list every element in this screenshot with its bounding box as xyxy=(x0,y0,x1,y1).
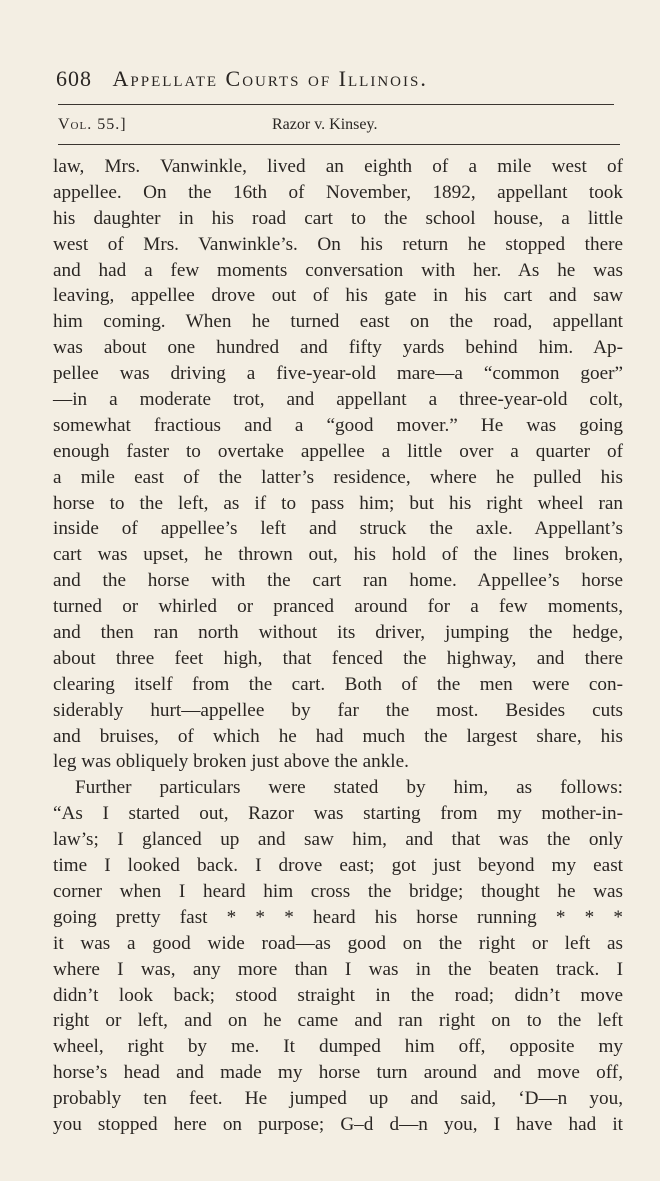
text-line: clearing itself from the cart. Both of the men were con- xyxy=(53,673,623,695)
text-line: and then ran north without its driver, jumping the hedge, xyxy=(53,622,623,644)
text-line: west of Mrs. Vanwinkle’s. On his return he stopped there xyxy=(53,233,623,255)
text-line: somewhat fractious and a “good mover.” He was going xyxy=(53,414,623,436)
volume-label: Vol. 55.] xyxy=(58,116,127,133)
text-line: siderably hurt—appellee by far the most. Besides cuts xyxy=(53,699,623,721)
text-line: was about one hundred and fifty yards behind him. Ap- xyxy=(53,337,623,359)
text-line: “As I started out, Razor was starting from my mother-in- xyxy=(53,803,623,825)
text-line: inside of appellee’s left and struck the axle. Appellant’s xyxy=(53,518,623,540)
header-rule xyxy=(58,104,614,105)
text-line: going pretty fast * * * heard his horse running * * * xyxy=(53,906,623,928)
body-text xyxy=(53,154,623,1138)
text-line: probably ten feet. He jumped up and said, ‘D—n you, xyxy=(53,1088,623,1110)
text-line: corner when I heard him cross the bridge; thought he was xyxy=(53,880,623,902)
text-line: and bruises, of which he had much the largest share, his xyxy=(53,725,623,747)
text-line: turned or whirled or pranced around for a few moments, xyxy=(53,596,623,618)
text-line: leaving, appellee drove out of his gate in his cart and saw xyxy=(53,285,623,307)
text-line: enough faster to overtake appellee a little over a quarter of xyxy=(53,440,623,462)
text-line: leg was obliquely broken just above the ankle. xyxy=(53,751,409,773)
text-line: Further particulars were stated by him, as follows: xyxy=(75,777,623,799)
text-line: wheel, right by me. It dumped him off, opposite my xyxy=(53,1036,623,1058)
running-head xyxy=(56,66,616,92)
text-line: appellee. On the 16th of November, 1892, appellant took xyxy=(53,181,623,203)
text-line: —in a moderate trot, and appellant a three-year-old colt, xyxy=(53,389,623,411)
text-line: and the horse with the cart ran home. Appellee’s horse xyxy=(53,570,623,592)
text-line: his daughter in his road cart to the school house, a little xyxy=(53,207,623,229)
text-line: right or left, and on he came and ran right on to the left xyxy=(53,1010,623,1032)
text-line: a mile east of the latter’s residence, where he pulled his xyxy=(53,466,623,488)
text-line: horse’s head and made my horse turn around and move off, xyxy=(53,1062,623,1084)
subheader-rule xyxy=(58,144,620,145)
text-line: cart was upset, he thrown out, his hold of the lines broken, xyxy=(53,544,623,566)
text-line: where I was, any more than I was in the beaten track. I xyxy=(53,958,623,980)
text-line: time I looked back. I drove east; got just beyond my east xyxy=(53,855,623,877)
text-line: and had a few moments conversation with her. As he was xyxy=(53,259,623,281)
subheader xyxy=(58,116,618,134)
text-line: about three feet high, that fenced the highway, and there xyxy=(53,647,623,669)
text-line: law, Mrs. Vanwinkle, lived an eighth of a mile west of xyxy=(53,156,623,177)
text-line: law’s; I glanced up and saw him, and that was the only xyxy=(53,829,623,851)
page-number: 608 xyxy=(56,66,92,91)
text-line: you stopped here on purpose; G–d d—n you, I have had it xyxy=(53,1113,623,1135)
case-name: Razor v. Kinsey. xyxy=(272,116,378,133)
text-line: horse to the left, as if to pass him; but his right wheel ran xyxy=(53,492,623,514)
text-line: it was a good wide road—as good on the right or left as xyxy=(53,932,623,954)
text-line: pellee was driving a five-year-old mare—a “common goer” xyxy=(53,363,623,385)
text-line: didn’t look back; stood straight in the road; didn’t move xyxy=(53,984,623,1006)
text-line: him coming. When he turned east on the road, appellant xyxy=(53,311,623,333)
page-title: Appellate Courts of Illinois. xyxy=(112,66,428,91)
